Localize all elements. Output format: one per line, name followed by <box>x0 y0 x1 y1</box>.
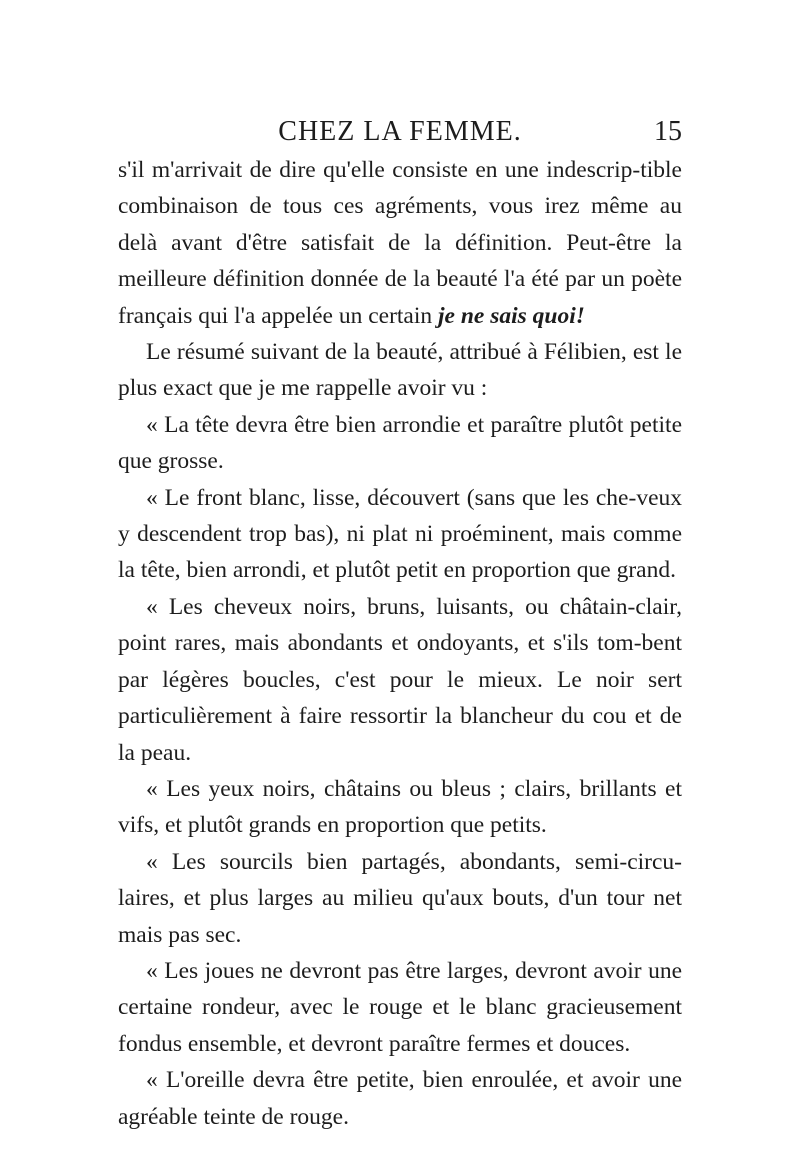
running-head <box>118 112 682 152</box>
running-title: CHEZ LA FEMME. <box>278 116 522 147</box>
paragraph-eyes: « Les yeux noirs, châtains ou bleus ; clairs, brillants et vifs, et plutôt grands en proportion que petits. <box>118 775 682 839</box>
paragraph-cheeks: « Les joues ne devront pas être larges, devront avoir une certaine rondeur, avec le rouge et le blanc gracieusement fondus ensemble, et devront paraître fermes et douces. <box>118 957 682 1057</box>
body-text <box>118 152 682 1135</box>
emphasized-phrase: je ne sais quoi! <box>438 302 585 329</box>
paragraph-continuation <box>118 152 682 334</box>
paragraph-ear: « L'oreille devra être petite, bien enroulée, et avoir une agréable teinte de rouge. <box>118 1067 682 1130</box>
paragraph-forehead: « Le front blanc, lisse, découvert (sans que les che-veux y descendent trop bas), ni plat ni proéminent, mais comme la tête, bien arrondi, et plutôt petit en proportion que grand. <box>118 484 682 584</box>
paragraph-text: s'il m'arrivait de dire qu'elle consiste en une indescrip-tible combinaison de tous ces agréments, vous irez même au delà avant d'être satisfait de la définition. Peut-être la meilleure définition donnée de la beauté l'a été par un poète français qui l'a appelée un certain <box>118 157 682 329</box>
page-number: 15 <box>654 116 682 147</box>
paragraph-felibien-summary: Le résumé suivant de la beauté, attribué à Félibien, est le plus exact que je me rappelle avoir vu : <box>118 339 682 402</box>
paragraph-hair: « Les cheveux noirs, bruns, luisants, ou châtain-clair, point rares, mais abondants et ondoyants, et s'ils tom-bent par légères boucles, c'est pour le mieux. Le noir sert particulièrement à faire ressortir la blancheur du cou et de la peau. <box>118 593 682 766</box>
paragraph-head: « La tête devra être bien arrondie et paraître plutôt petite que grosse. <box>118 411 682 475</box>
paragraph-eyebrows: « Les sourcils bien partagés, abondants, semi-circu-laires, et plus larges au milieu qu'aux bouts, d'un tour net mais pas sec. <box>118 848 682 948</box>
